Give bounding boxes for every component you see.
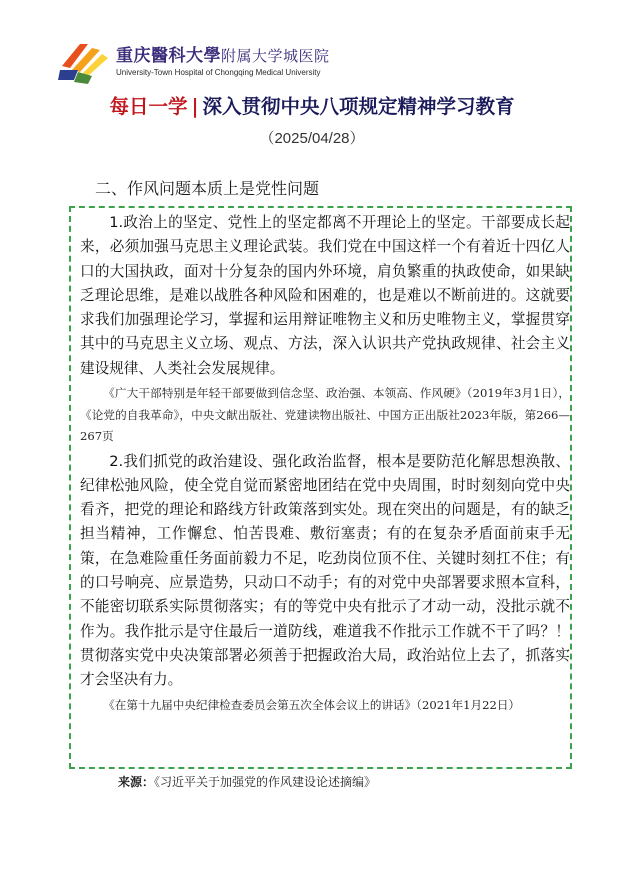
title-separator: | bbox=[191, 95, 199, 118]
publish-date: （2025/04/28） bbox=[259, 130, 365, 147]
paragraph-2: 2.我们抓党的政治建设、强化政治监督，根本是要防范化解思想涣散、纪律松弛风险，使全党自觉而紧密地团结在党中央周围，时时刻刻向党中央看齐，把党的理论和路线方针政策落到实处。现在突出的问题是，有的缺乏担当精神，工作懈怠、怕苦畏难、敷衍塞责；有的在复杂矛盾面前束手无策，在急难险重任务面前毅力不足，吃劲岗位顶不住、关键时刻扛不住；有的口号响亮、应景造势，只动口不动手；有的对党中央部署要求照本宣科，不能密切联系实际贯彻落实；有的等党中央有批示了才动一动，没批示就不作为。我作批示是守住最后一道防线，难道我不作批示工作就不干了吗？！贯彻落实党中央决策部署必须善于把握政治大局，政治站位上去了，抓落实才会坚决有力。 bbox=[80, 452, 570, 689]
citation-2: 《在第十九届中央纪律检查委员会第五次全体会议上的讲话》（2021年1月22日） bbox=[103, 697, 521, 712]
source-value: 《习近平关于加强党的作风建设论述摘编》 bbox=[154, 775, 377, 789]
org-name-cn: 重庆醫科大學 bbox=[116, 46, 221, 66]
source-label: 来源： bbox=[118, 775, 155, 789]
hospital-logo-icon bbox=[58, 40, 110, 84]
citation-1: 《广大干部特别是年轻干部要做到信念坚、政治强、本领高、作风硬》（2019年3月1日），《论党的自我革命》，中央文献出版社、党建读物出版社、中国方正出版社2023年版，第266—267页 bbox=[80, 386, 570, 444]
org-sub-cn: 附属大学城医院 bbox=[221, 47, 330, 65]
source-line bbox=[118, 772, 376, 792]
title-prefix: 每日一学 bbox=[109, 95, 188, 118]
content-body bbox=[80, 211, 570, 718]
page-title bbox=[0, 94, 624, 120]
paragraph-1: 1.政治上的坚定、党性上的坚定都离不开理论上的坚定。干部要成长起来，必须加强马克思主义理论武装。我们党在中国这样一个有着近十四亿人口的大国执政，面对十分复杂的国内外环境，肩负繁重的执政使命，如果缺乏理论思维，是难以战胜各种风险和困难的，也是难以不断前进的。这就要求我们加强理论学习，掌握和运用辩证唯物主义和历史唯物主义，掌握贯穿其中的马克思主义立场、观点、方法，深入认识共产党执政规律、社会主义建设规律、人类社会发展规律。 bbox=[80, 214, 570, 377]
title-main: 深入贯彻中央八项规定精神学习教育 bbox=[202, 95, 515, 118]
org-name-en: University-Town Hospital of Chongqing Medical University bbox=[116, 68, 321, 77]
hospital-header bbox=[58, 40, 330, 84]
section-heading: 二、作风问题本质上是党性问题 bbox=[95, 179, 320, 198]
